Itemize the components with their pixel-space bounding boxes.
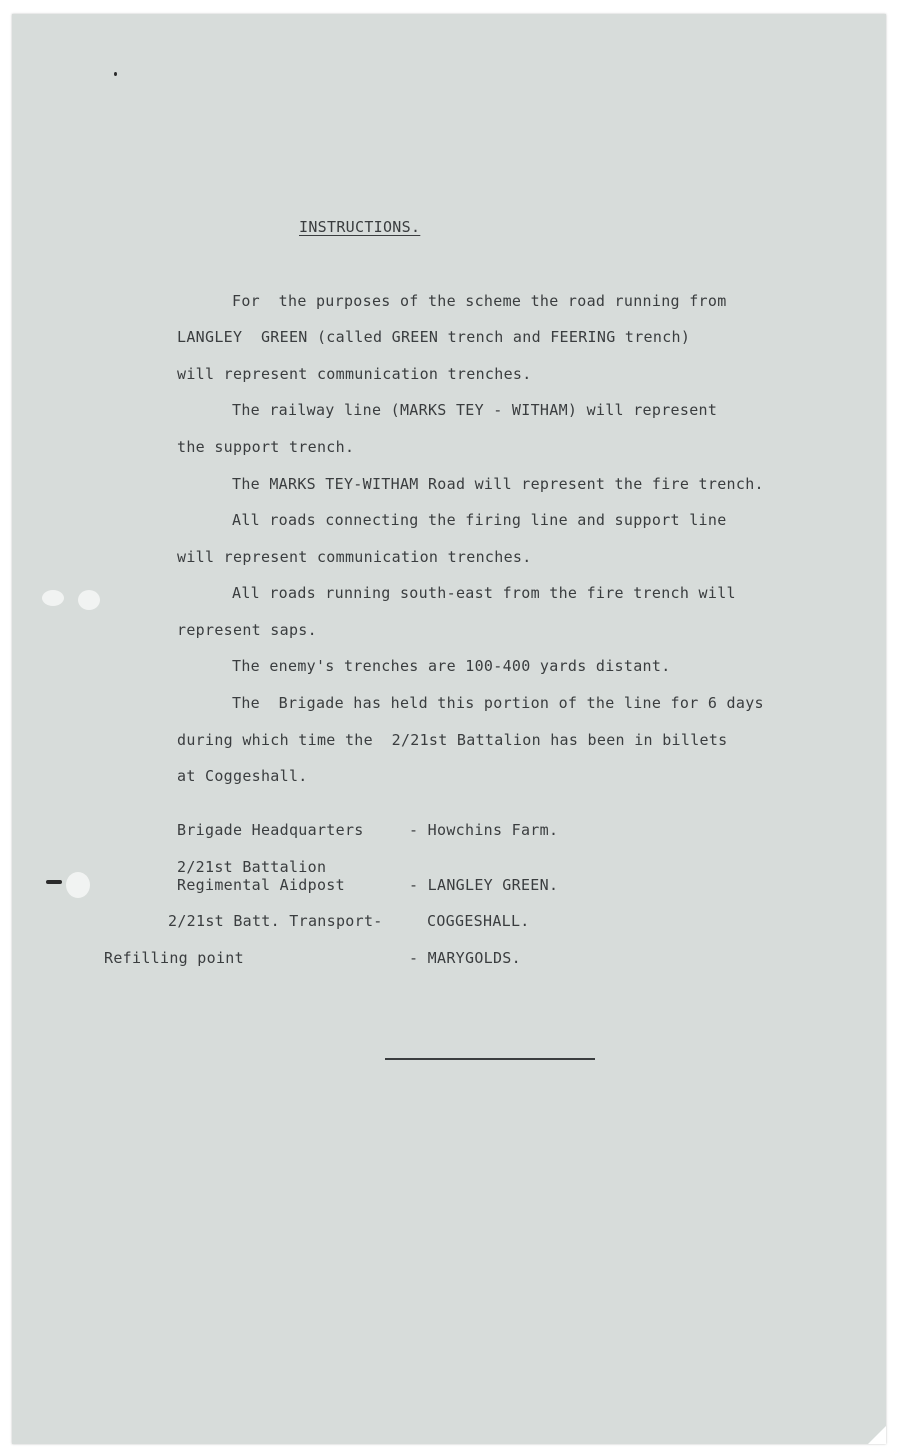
body-line: during which time the 2/21st Battalion has been in billets — [177, 731, 728, 749]
body-line: The railway line (MARKS TEY - WITHAM) will represent — [232, 401, 718, 419]
ink-speck — [46, 880, 62, 884]
document-title: INSTRUCTIONS. — [299, 218, 421, 236]
location-value-transport: COGGESHALL. — [427, 912, 530, 930]
paper-damage-mark — [42, 590, 64, 606]
body-line: For the purposes of the scheme the road running from — [232, 292, 727, 310]
location-label-battalion: 2/21st Battalion — [177, 858, 327, 876]
body-line: LANGLEY GREEN (called GREEN trench and FEERING trench) — [177, 328, 691, 346]
body-line: The Brigade has held this portion of the line for 6 days — [232, 694, 764, 712]
body-line: will represent communication trenches. — [177, 365, 532, 383]
body-line: All roads running south-east from the fire trench will — [232, 584, 736, 602]
location-value-refilling: - MARYGOLDS. — [409, 949, 521, 967]
location-label-aidpost: Regimental Aidpost — [177, 876, 345, 894]
location-label-transport: 2/21st Batt. Transport- — [168, 912, 383, 930]
body-line: the support trench. — [177, 438, 355, 456]
paper-damage-mark — [66, 872, 90, 898]
body-line: will represent communication trenches. — [177, 548, 532, 566]
paper-damage-mark — [78, 590, 100, 610]
body-line: at Coggeshall. — [177, 767, 308, 785]
body-line: The enemy's trenches are 100-400 yards distant. — [232, 657, 671, 675]
document-page — [12, 14, 886, 1444]
location-value-brigade-hq: - Howchins Farm. — [409, 821, 559, 839]
body-line: represent saps. — [177, 621, 317, 639]
closing-rule — [385, 1058, 595, 1060]
ink-speck — [114, 72, 117, 76]
body-line: All roads connecting the firing line and support line — [232, 511, 727, 529]
body-line: The MARKS TEY-WITHAM Road will represent the fire trench. — [232, 475, 764, 493]
location-label-refilling: Refilling point — [104, 949, 244, 967]
location-value-aidpost: - LANGLEY GREEN. — [409, 876, 559, 894]
location-label-brigade-hq: Brigade Headquarters — [177, 821, 364, 839]
